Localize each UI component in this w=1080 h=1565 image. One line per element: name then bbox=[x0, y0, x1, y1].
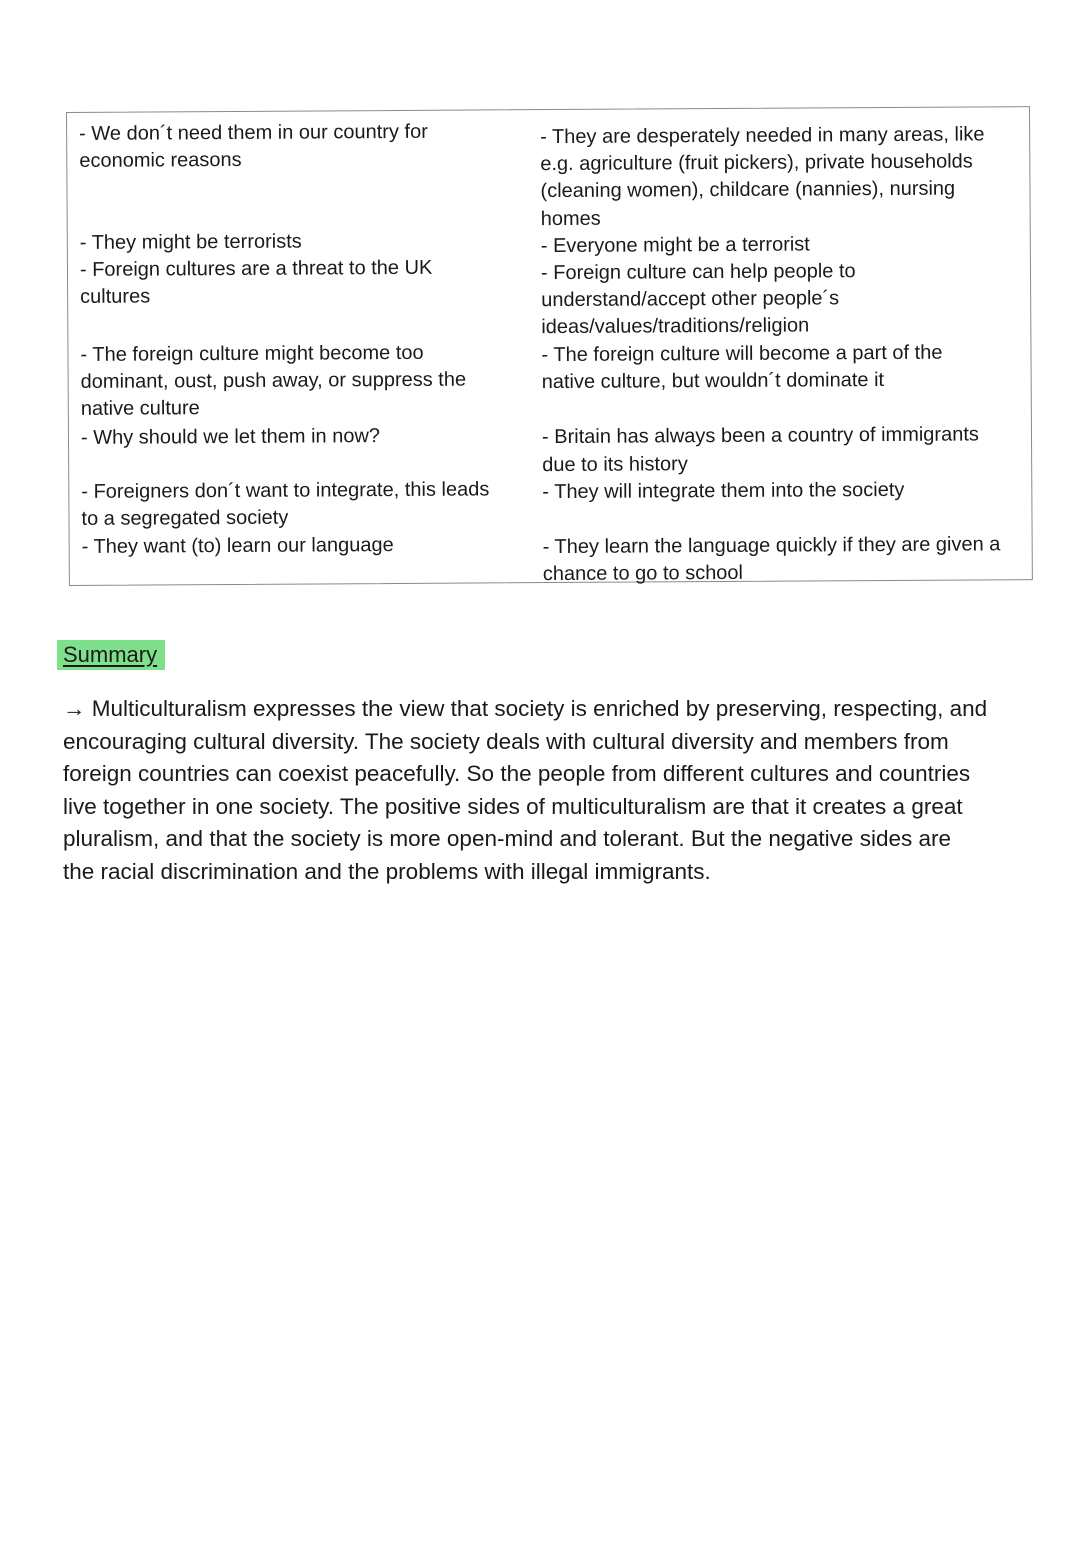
left-line: - The foreign culture might become too bbox=[80, 341, 424, 366]
left-line: cultures bbox=[80, 285, 151, 308]
left-line: - They might be terrorists bbox=[79, 230, 302, 254]
summary-line: foreign countries can coexist peacefully. So the people from different cultures and countries bbox=[63, 761, 971, 786]
left-line: - We don´t need them in our country for bbox=[79, 120, 428, 145]
summary-line: the racial discrimination and the problems with illegal immigrants. bbox=[63, 858, 711, 884]
summary-line: pluralism, and that the society is more open-mind and tolerant. But the negative sides are bbox=[63, 826, 951, 851]
left-line: - They want (to) learn our language bbox=[81, 534, 394, 558]
right-line: due to its history bbox=[542, 453, 688, 477]
right-line: - Everyone might be a terrorist bbox=[540, 233, 810, 258]
left-line: dominant, oust, push away, or suppress the bbox=[80, 368, 467, 393]
right-line: - They will integrate them into the society bbox=[542, 478, 905, 504]
left-line: - Foreigners don´t want to integrate, this leads bbox=[81, 478, 490, 503]
right-line: chance to go to school bbox=[542, 561, 744, 586]
pros-cons-table bbox=[66, 106, 1033, 586]
right-line: native culture, but wouldn´t dominate it bbox=[541, 369, 885, 394]
right-line: ideas/values/traditions/religion bbox=[541, 314, 810, 339]
left-line: - Why should we let them in now? bbox=[80, 425, 381, 449]
right-line: e.g. agriculture (fruit pickers), private households bbox=[540, 150, 973, 176]
summary-line: live together in one society. The positive sides of multiculturalism are that it creates a great bbox=[63, 793, 963, 819]
right-line: homes bbox=[540, 207, 601, 231]
summary-line: encouraging cultural diversity. The society deals with cultural diversity and members from bbox=[63, 728, 949, 754]
right-line: - Britain has always been a country of immigrants bbox=[541, 423, 979, 449]
right-line: - They are desperately needed in many areas, like bbox=[540, 123, 985, 149]
left-line: native culture bbox=[80, 397, 200, 420]
right-line: - They learn the language quickly if they are given a bbox=[542, 533, 1001, 559]
right-line: - The foreign culture will become a part of the bbox=[541, 341, 943, 367]
left-line: economic reasons bbox=[79, 148, 242, 172]
summary-heading: Summary bbox=[57, 640, 165, 670]
summary-paragraph bbox=[63, 693, 1023, 888]
right-line: (cleaning women), childcare (nannies), nursing bbox=[540, 177, 956, 203]
left-line: - Foreign cultures are a threat to the UK bbox=[79, 256, 433, 281]
left-line: to a segregated society bbox=[81, 506, 289, 530]
right-line: understand/accept other people´s bbox=[541, 287, 840, 312]
summary-line: → Multiculturalism expresses the view that society is enriched by preserving, respecting, and bbox=[63, 696, 988, 721]
right-line: - Foreign culture can help people to bbox=[540, 260, 856, 285]
